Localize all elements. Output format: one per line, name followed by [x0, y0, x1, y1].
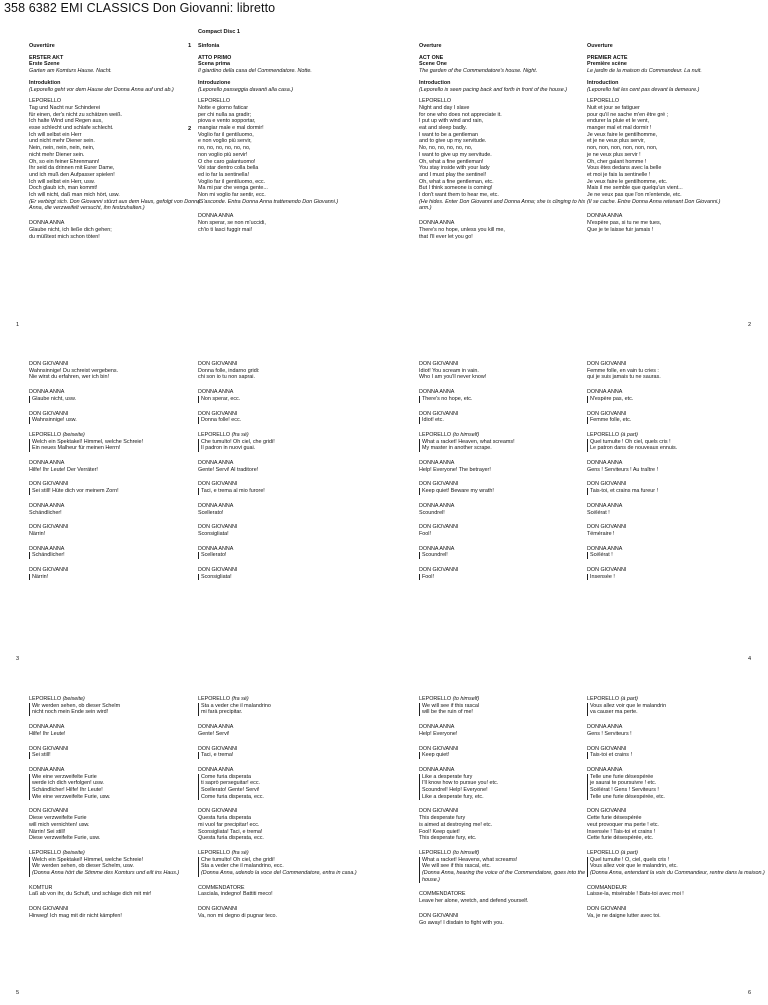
- speaker-label: DON GIOVANNI: [419, 912, 459, 919]
- speaker-label: LEPORELLO: [29, 431, 62, 438]
- speaker-label: DON GIOVANNI: [587, 745, 627, 752]
- speaker-label: DON GIOVANNI: [587, 567, 627, 574]
- speaker-label: DONNA ANNA: [587, 460, 623, 467]
- sung-text: Leave her alone, wretch, and defend yourself.: [419, 898, 529, 905]
- speaker-name: [419, 503, 597, 510]
- libretto-column-it: [198, 43, 376, 234]
- libretto-column-en: [419, 361, 597, 580]
- speaker-name: [29, 524, 207, 531]
- libretto-column-de: [29, 361, 207, 580]
- sung-text: Telle une furie désespérée je saurai te poursuivre ! etc. Scélérat ! Gens ! Serviteurs ! Telle une furie désespérée, etc.: [587, 774, 765, 801]
- sung-text: Scoundrel!: [419, 552, 597, 559]
- speaker-name: [419, 850, 597, 857]
- scene-heading: Erste Szene: [29, 61, 60, 68]
- speaker-name: [29, 850, 207, 857]
- sung-text: Scélérat !: [587, 509, 610, 516]
- speaker-name: [419, 389, 597, 396]
- speaker-name: [29, 746, 207, 753]
- speaker-label: DON GIOVANNI: [587, 808, 627, 815]
- speaker-label: COMMENDATORE: [198, 884, 245, 891]
- overture-heading: Ouvertüre: [29, 43, 55, 49]
- speaker-name: [29, 411, 207, 418]
- act-heading: PREMIER ACTE: [587, 54, 628, 61]
- sung-text: Gente! Servi! Al traditore!: [198, 466, 259, 473]
- speaker-label: DON GIOVANNI: [29, 808, 69, 815]
- speaker-label: LEPORELLO: [419, 431, 452, 438]
- speaker-name: [198, 460, 376, 467]
- speaker-name: [198, 885, 376, 892]
- sung-text: Scellerato!: [198, 509, 224, 516]
- sung-text: Gente! Servi!: [198, 730, 230, 737]
- speaker-label: DON GIOVANNI: [419, 808, 459, 815]
- speaker-label: DON GIOVANNI: [198, 808, 238, 815]
- sung-text: Go away! I disdain to fight with you.: [419, 919, 504, 926]
- speaker-name: [587, 361, 765, 368]
- speaker-name: [587, 481, 765, 488]
- speaker-name: [419, 361, 597, 368]
- speaker-label: DON GIOVANNI: [587, 481, 627, 488]
- sung-text: There's no hope, etc.: [419, 396, 597, 403]
- page-number: 5: [16, 990, 20, 996]
- speaker-name: [419, 481, 597, 488]
- speaker-name: [198, 906, 376, 913]
- compact-disc-label: Compact Disc 1: [198, 29, 240, 35]
- stage-direction: (Leporello fait les cent pas devant la demeure.): [587, 86, 700, 93]
- sung-text: N'espère pas, etc.: [587, 396, 765, 403]
- speaker-label: LEPORELLO: [587, 849, 620, 856]
- sung-text: Schändlicher!: [29, 552, 207, 559]
- aside-direction: (à part): [620, 431, 638, 438]
- speaker-label: DONNA ANNA: [198, 460, 234, 467]
- sung-text: Laisse-la, misérable ! Bats-toi avec moi !: [587, 891, 684, 898]
- sung-text: Närrin!: [29, 530, 46, 537]
- overture-heading: Sinfonia: [198, 43, 220, 49]
- sung-text: Wahnsinnige! Du schreist vergebens. Nie wirst du erfahren, wer ich bin!: [29, 367, 119, 381]
- sung-text: Diese verzweifelte Furie will mich vernichten! usw. Närrin! Sei still! Diese verzweifelte Furie, usw.: [29, 815, 101, 842]
- introduction-heading: Introduction: [419, 79, 451, 86]
- speaker-name: [29, 460, 207, 467]
- sung-text: Insensée !: [587, 574, 765, 581]
- speaker-name: [29, 767, 207, 774]
- speaker-name: [198, 481, 376, 488]
- speaker-name: [419, 546, 597, 553]
- sung-text: Gens ! Serviteurs !: [587, 730, 632, 737]
- stage-direction: (He hides. Enter Don Giovanni and Donna Anna; she is clinging to his arm.): [419, 198, 586, 212]
- speaker-label: DONNA ANNA: [587, 724, 623, 731]
- speaker-label: DONNA ANNA: [29, 724, 65, 731]
- sung-text: Idiot! etc.: [419, 417, 597, 424]
- speaker-name: [419, 891, 597, 898]
- speaker-name: [198, 546, 376, 553]
- speaker-name: [198, 524, 376, 531]
- speaker-name: [198, 724, 376, 731]
- sung-text: Quel tumulte ! O, ciel, quels cris ! Vous allez voir que le malandrin, etc. (Donna Anna, entendant la voix du Commandeur, rentre dans la maison.): [587, 857, 765, 877]
- sung-text: What a racket! Heavens, what screams! We will see if this rascal, etc. (Donna Anna, hearing the voice of the Commendatore, goes into the house.): [419, 857, 597, 884]
- speaker-label: DONNA ANNA: [419, 724, 455, 731]
- speaker-name: [587, 546, 765, 553]
- speaker-label: DONNA ANNA: [419, 460, 455, 467]
- track-number: 1: [188, 43, 192, 49]
- speaker-label: DONNA ANNA: [29, 545, 65, 552]
- speaker-name: [198, 850, 376, 857]
- sung-text: Help! Everyone! The betrayer!: [419, 466, 491, 473]
- speaker-name: DONNA ANNA: [419, 220, 455, 227]
- speaker-name: [587, 767, 765, 774]
- speaker-label: DONNA ANNA: [29, 766, 65, 773]
- speaker-name: [29, 808, 207, 815]
- introduction-heading: Introduzione: [198, 79, 231, 86]
- speaker-label: DON GIOVANNI: [587, 906, 627, 913]
- speaker-label: DON GIOVANNI: [587, 361, 627, 367]
- act-heading: ACT ONE: [419, 54, 444, 61]
- sung-text: Questa furia disperata mi vuol far precipitar! ecc. Sconsigliata! Taci, e trema! Questa furia disperata, ecc.: [198, 815, 264, 842]
- sung-text: Sei still! Hüte dich vor meinem Zorn!: [29, 488, 207, 495]
- sung-text: What a racket! Heaven, what screams! My master in another scrape.: [419, 439, 597, 452]
- speaker-name: DONNA ANNA: [198, 213, 234, 220]
- speaker-label: LEPORELLO: [587, 431, 620, 438]
- speaker-label: DON GIOVANNI: [198, 481, 238, 488]
- sung-text: Fool!: [419, 574, 597, 581]
- aside-direction: (to himself): [452, 696, 480, 702]
- libretto-column-en: [419, 696, 597, 926]
- sung-text: Hinweg! Ich mag mit dir nicht kämpfen!: [29, 912, 122, 919]
- sung-text: Welch ein Spektakel! Himmel, welche Schreie! Ein neues Malheur für meinen Herrn!: [29, 439, 207, 452]
- speaker-label: LEPORELLO: [419, 849, 452, 856]
- speaker-name: [587, 724, 765, 731]
- speaker-name: [29, 361, 207, 368]
- speaker-name: [587, 503, 765, 510]
- speaker-name: [29, 481, 207, 488]
- speaker-name: LEPORELLO: [419, 98, 452, 105]
- speaker-name: [198, 567, 376, 574]
- sung-text: Schändlicher!: [29, 509, 62, 516]
- speaker-name: [198, 808, 376, 815]
- speaker-label: LEPORELLO: [419, 696, 452, 702]
- speaker-label: DON GIOVANNI: [198, 745, 238, 752]
- aside-direction: (fra sé): [231, 696, 249, 702]
- libretto-column-fr: [587, 696, 765, 920]
- speaker-name: [587, 746, 765, 753]
- speaker-label: DON GIOVANNI: [419, 410, 459, 417]
- speaker-label: LEPORELLO: [29, 849, 62, 856]
- stage-direction: (Leporello passeggia davanti alla casa.): [198, 86, 293, 93]
- sung-text: Che tumulto! Oh ciel, che gridi! Il padron in nuovi guai.: [198, 439, 376, 452]
- speaker-label: DONNA ANNA: [419, 545, 455, 552]
- sung-text: Welch ein Spektakel! Himmel, welche Schreie! Wir werden sehen, ob dieser Schelm, usw. (Donna Anna hört die Stimme des Komturs und eilt ins Haus.): [29, 857, 207, 877]
- speaker-label: COMMENDATORE: [419, 891, 466, 898]
- sung-text: Gens ! Serviteurs ! Au traître !: [587, 466, 659, 473]
- libretto-column-it: [198, 696, 376, 920]
- speaker-label: LEPORELLO: [198, 696, 231, 702]
- stage-direction: (Leporello is seen pacing back and forth in front of the house.): [419, 86, 568, 93]
- speaker-name: DONNA ANNA: [587, 213, 623, 220]
- speaker-name: [419, 724, 597, 731]
- speaker-name: [198, 411, 376, 418]
- speaker-label: DONNA ANNA: [198, 502, 234, 509]
- sung-text: Fool!: [419, 530, 431, 537]
- sung-text: Hilfe! Ihr Leute!: [29, 730, 66, 737]
- sung-text: Non sperar, se non m'uccidi, ch'io ti lasci fuggir mai!: [198, 220, 266, 233]
- sung-text: Non sperar, ecc.: [198, 396, 376, 403]
- speaker-name: [198, 746, 376, 753]
- sung-text: Keep quiet!: [419, 752, 597, 759]
- stage-direction: (Er verbirgt sich. Don Giovanni stürzt aus dem Haus, gefolgt von Donna Anna, die verzweifelt versucht, ihn festzuhalten.): [29, 198, 201, 212]
- speaker-name: [587, 411, 765, 418]
- aside-direction: (à part): [620, 696, 638, 702]
- speaker-label: DONNA ANNA: [198, 766, 234, 773]
- speaker-label: DONNA ANNA: [419, 502, 455, 509]
- speaker-name: DONNA ANNA: [29, 220, 65, 227]
- speaker-label: DON GIOVANNI: [29, 745, 69, 752]
- speaker-name: [419, 696, 597, 703]
- sung-text: Keep quiet! Beware my wrath!: [419, 488, 597, 495]
- scene-heading: Scene One: [419, 61, 447, 68]
- scene-heading: Première scène: [587, 61, 627, 68]
- speaker-name: [419, 567, 597, 574]
- sung-text: Scoundrel!: [419, 509, 445, 516]
- overture-heading: Ouverture: [587, 43, 613, 49]
- speaker-name: [29, 503, 207, 510]
- speaker-label: DON GIOVANNI: [419, 745, 459, 752]
- aside-direction: (to himself): [452, 849, 480, 856]
- sung-text: Idiot! You scream in vain. Who I am you'll never know!: [419, 367, 487, 381]
- speaker-name: [198, 361, 376, 368]
- speaker-label: DON GIOVANNI: [29, 567, 69, 574]
- speaker-name: [29, 724, 207, 731]
- speaker-name: [198, 696, 376, 703]
- stage-direction: (S'asconde. Entra Donna Anna trattenendo Don Giovanni.): [198, 198, 339, 205]
- sung-text: Like a desperate fury I'll know how to pursue you! etc. Scoundrel! Help! Everyone! Like a desperate fury, etc.: [419, 774, 597, 801]
- sung-text: Scélérat !: [587, 552, 765, 559]
- aside-direction: (à part): [620, 849, 638, 856]
- speaker-label: DON GIOVANNI: [29, 481, 69, 488]
- speaker-name: [587, 906, 765, 913]
- speaker-label: DONNA ANNA: [587, 502, 623, 509]
- aside-direction: (fra sé): [231, 849, 249, 856]
- libretto-column-fr: [587, 43, 765, 234]
- speaker-name: [587, 885, 765, 892]
- sung-text: Glaube nicht, usw.: [29, 396, 207, 403]
- speaker-name: [419, 746, 597, 753]
- libretto-column-it: [198, 361, 376, 580]
- sung-text: Donna folle! ecc.: [198, 417, 376, 424]
- sung-text: We will see if this rascal will be the ruin of me!: [419, 703, 597, 716]
- speaker-name: [587, 850, 765, 857]
- sung-text: Vous allez voir que le malandrin va causer ma perte.: [587, 703, 765, 716]
- sung-text: There's no hope, unless you kill me, that I'll ever let you go!: [419, 226, 505, 240]
- sung-text: Sei still!: [29, 752, 207, 759]
- speaker-label: DONNA ANNA: [29, 389, 65, 396]
- speaker-label: DONNA ANNA: [419, 389, 455, 396]
- sung-text: Cette furie désespérée veut provoquer ma perte ! etc. Insensée ! Tais-toi et crains ! Cette furie désespérée, etc.: [587, 815, 659, 842]
- speaker-label: DON GIOVANNI: [29, 410, 69, 417]
- sung-text: Che tumulto! Oh ciel, che gridi! Sta a veder che il malandrino, ecc. (Donna Anna, udendo la voce del Commendatore, entra in casa.): [198, 857, 376, 877]
- sung-text: Nuit et jour se fatiguer pour qu'il ne sache m'en être gré ; endurer la pluie et le vent, manger mal et mal dormir ! Je veux faire le gentilhomme, et je ne veux plus servir, non, non, non, non, non, non, je ne veux plus servir ! Oh, cher galant homme ! Vous êtes dedans avec la belle et moi je fais la sentinelle ! Je veux faire le gentilhomme, etc. Mais il me semble que quelqu'un vient... Je ne veux pas que l'on m'entende, etc.: [587, 104, 683, 199]
- sung-text: Va, non mi degno di pugnar teco.: [198, 912, 278, 919]
- speaker-name: [29, 432, 207, 439]
- aside-direction: (to himself): [452, 431, 480, 438]
- overture-heading: Overture: [419, 43, 442, 49]
- sung-text: Help! Everyone!: [419, 730, 458, 737]
- sung-text: Sta a veder che il malandrino mi farà precipitar.: [198, 703, 376, 716]
- speaker-label: DON GIOVANNI: [587, 524, 627, 531]
- act-heading: ATTO PRIMO: [198, 54, 232, 61]
- speaker-name: [419, 913, 597, 920]
- sung-text: Tais-toi et crains !: [587, 752, 765, 759]
- sung-text: Quel tumulte ! Oh ciel, quels cris ! Le patron dans de nouveaux ennuis.: [587, 439, 765, 452]
- speaker-label: DON GIOVANNI: [198, 567, 238, 574]
- speaker-label: DON GIOVANNI: [29, 906, 69, 913]
- speaker-label: DONNA ANNA: [198, 724, 234, 731]
- page-number: 2: [748, 322, 752, 328]
- speaker-name: [587, 389, 765, 396]
- speaker-label: DONNA ANNA: [198, 545, 234, 552]
- sung-text: Taci, e trema al mio furore!: [198, 488, 376, 495]
- page-number: 1: [16, 322, 20, 328]
- act-heading: ERSTER AKT: [29, 54, 64, 61]
- sung-text: Wahnsinnige! usw.: [29, 417, 207, 424]
- sung-text: Scellerato!: [198, 552, 376, 559]
- sung-text: Närrin!: [29, 574, 207, 581]
- speaker-label: KOMTUR: [29, 884, 53, 891]
- scene-setting: Garten am Komturs Hause. Nacht.: [29, 68, 112, 75]
- speaker-label: DON GIOVANNI: [29, 524, 69, 531]
- speaker-name: [419, 767, 597, 774]
- speaker-label: DON GIOVANNI: [419, 524, 459, 531]
- scene-heading: Scena prima: [198, 61, 231, 68]
- speaker-label: LEPORELLO: [198, 849, 231, 856]
- speaker-label: DONNA ANNA: [587, 389, 623, 396]
- page-number: 4: [748, 656, 752, 662]
- speaker-label: COMMANDEUR: [587, 884, 627, 891]
- sung-text: Laß ab von ihr, du Schuft, und schlage dich mit mir!: [29, 891, 152, 898]
- speaker-name: LEPORELLO: [198, 98, 231, 105]
- speaker-name: [29, 389, 207, 396]
- sung-text: Sconsigliata!: [198, 530, 229, 537]
- speaker-name: [198, 432, 376, 439]
- speaker-label: DONNA ANNA: [29, 502, 65, 509]
- sung-text: Hilfe! Ihr Leute! Der Verräter!: [29, 466, 98, 473]
- speaker-name: [29, 906, 207, 913]
- libretto-column-fr: [587, 361, 765, 580]
- aside-direction: (fra sé): [231, 431, 249, 438]
- page-number: 6: [748, 990, 752, 996]
- introduction-heading: Introduktion: [29, 79, 61, 86]
- speaker-name: [587, 808, 765, 815]
- speaker-name: [29, 885, 207, 892]
- speaker-label: DONNA ANNA: [587, 545, 623, 552]
- stage-direction: (Leporello geht vor dem Hause der Donna Anna auf und ab.): [29, 86, 174, 93]
- sung-text: N'espère pas, si tu ne me tues, Que je te laisse fuir jamais !: [587, 220, 662, 233]
- document-title: 358 6382 EMI CLASSICS Don Giovanni: libretto: [4, 1, 276, 15]
- speaker-label: LEPORELLO: [198, 431, 231, 438]
- sung-text: Night and day I slave for one who does not appreciate it. I put up with wind and rain, eat and sleep badly. I want to be a gentleman and to give up my servitude. No, no, no, no, no, no, I want to give up my servitude. Oh, what a fine gentleman! You stay inside with your lady and I must play the sentinel! Oh, what a fine gentleman, etc. But I think someone is coming! I don't want them to hear me, etc.: [419, 104, 502, 199]
- sung-text: Wir werden sehen, ob dieser Schelm nicht noch mein Ende sein wird!: [29, 703, 207, 716]
- sung-text: This desperate fury is aimed at destroying me! etc. Fool! Keep quiet! This desperate fury, etc.: [419, 815, 493, 842]
- sung-text: Téméraire !: [587, 530, 615, 537]
- speaker-label: LEPORELLO: [29, 696, 62, 702]
- speaker-name: [419, 432, 597, 439]
- stage-direction: (Il se cache. Entre Donna Anna retenant Don Giovanni.): [587, 198, 721, 205]
- speaker-label: DON GIOVANNI: [419, 567, 459, 574]
- speaker-label: DONNA ANNA: [29, 460, 65, 467]
- speaker-label: DON GIOVANNI: [419, 361, 459, 367]
- speaker-label: LEPORELLO: [587, 696, 620, 702]
- libretto-column-de: [29, 696, 207, 920]
- sung-text: Femme folle, en vain tu cries : qui je suis jamais tu ne sauras.: [587, 367, 661, 381]
- libretto-column-en: [419, 43, 597, 240]
- speaker-name: [29, 546, 207, 553]
- speaker-name: [419, 808, 597, 815]
- speaker-name: [587, 567, 765, 574]
- speaker-name: [587, 432, 765, 439]
- speaker-name: [198, 767, 376, 774]
- sung-text: Va, je ne daigne lutter avec toi.: [587, 912, 661, 919]
- sung-text: Taci, e trema!: [198, 752, 376, 759]
- speaker-label: DONNA ANNA: [419, 766, 455, 773]
- aside-direction: (beiseite): [62, 696, 85, 702]
- speaker-label: DON GIOVANNI: [587, 410, 627, 417]
- speaker-name: [587, 696, 765, 703]
- sung-text: Donna folle, indarno gridi: chi son io tu non saprai.: [198, 367, 260, 381]
- speaker-name: [419, 411, 597, 418]
- aside-direction: (beiseite): [62, 849, 85, 856]
- sung-text: Come furia disperata ti saprò perseguitar! ecc. Scellerato! Gente! Servi! Come furia disperata, ecc.: [198, 774, 376, 801]
- sung-text: Tais-toi, et crains ma fureur !: [587, 488, 765, 495]
- sung-text: Tag und Nacht nur Schinderei für einen, der's nicht zu schätzen weiß. Ich halte Wind und Regen aus, esse schlecht und schlafe schlecht. Ich will selbst ein Herr und nicht mehr Diener sein. Nein, nein, nein, nein, nein, nicht mehr Diener sein. Oh, so ein feiner Ehrenmann! Ihr seid da drinnen mit Eurer Dame, und ich muß den Aufpasser spielen! Ich will selbst ein Herr, usw. Doch glaub ich, man kommt! Ich will nicht, daß man mich hört, usw.: [29, 104, 123, 199]
- speaker-name: LEPORELLO: [29, 98, 62, 105]
- speaker-label: DON GIOVANNI: [198, 906, 238, 913]
- speaker-label: DONNA ANNA: [198, 389, 234, 396]
- speaker-name: [587, 524, 765, 531]
- scene-setting: Le jardin de la maison du Commandeur. La nuit.: [587, 68, 702, 75]
- speaker-name: [29, 696, 207, 703]
- speaker-name: [419, 524, 597, 531]
- sung-text: Lasciala, indegno! Battiti meco!: [198, 891, 273, 898]
- speaker-name: [198, 503, 376, 510]
- speaker-name: [587, 460, 765, 467]
- track-number: 2: [188, 126, 192, 132]
- page-number: 3: [16, 656, 20, 662]
- aside-direction: (beiseite): [62, 431, 85, 438]
- speaker-label: DON GIOVANNI: [198, 524, 238, 531]
- speaker-name: [419, 460, 597, 467]
- speaker-label: DON GIOVANNI: [29, 361, 69, 367]
- introduction-heading: Introduction: [587, 79, 619, 86]
- libretto-column-de: [29, 43, 207, 240]
- speaker-label: DON GIOVANNI: [198, 361, 238, 367]
- scene-setting: The garden of the Commendatore's house. Night.: [419, 68, 538, 75]
- sung-text: Femme folle, etc.: [587, 417, 765, 424]
- speaker-name: [198, 389, 376, 396]
- speaker-label: DON GIOVANNI: [198, 410, 238, 417]
- speaker-label: DONNA ANNA: [587, 766, 623, 773]
- sung-text: Wie eine verzweifelte Furie werde ich dich verfolgen! usw. Schändlicher! Hilfe! Ihr Leute! Wie eine verzweifelte Furie, usw.: [29, 774, 207, 801]
- sung-text: Sconsigliata!: [198, 574, 376, 581]
- speaker-label: DON GIOVANNI: [419, 481, 459, 488]
- scene-setting: Il giardino della casa del Commendatore. Notte.: [198, 68, 312, 75]
- speaker-name: [29, 567, 207, 574]
- speaker-name: LEPORELLO: [587, 98, 620, 105]
- sung-text: Glaube nicht, ich ließe dich gehen; du müßtest mich schon töten!: [29, 226, 112, 240]
- sung-text: Notte e giorno faticar per chi nulla sa gradir; piova e vento sopportar, mangiar male e mal dormir! Voglio far il gentiluomo, e non voglio più servir, no, no, no, no, no, no, non voglio più servir! O che caro galantuomo! Voi star dentro colla bella ed io far la sentinella! Voglio far il gentiluomo, ecc. Ma mi par che venga gente... Non mi voglio far sentir, ecc.: [198, 104, 268, 199]
